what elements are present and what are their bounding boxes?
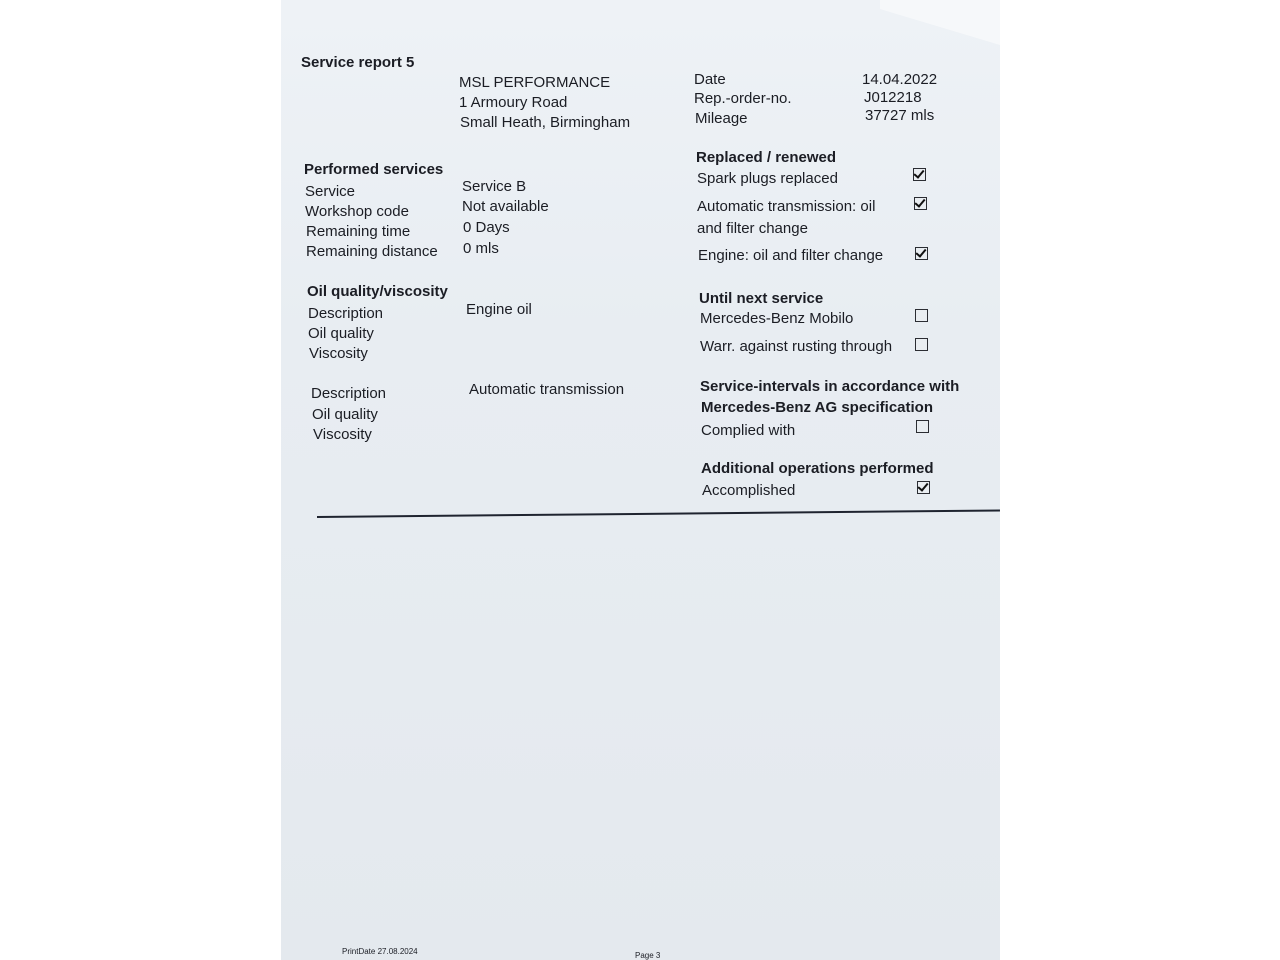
remaining-time-label: Remaining time	[306, 223, 411, 240]
engine-oil-description-label: Description	[308, 305, 384, 322]
engine-oil-description-value: Engine oil	[466, 301, 532, 318]
date-label: Date	[694, 71, 726, 88]
mobilo-checkbox	[915, 309, 928, 322]
engine-oil-quality-label: Oil quality	[308, 325, 374, 342]
transmission-description-value: Automatic transmission	[469, 381, 625, 398]
engine-oil-viscosity-label: Viscosity	[309, 345, 368, 362]
replaced-heading: Replaced / renewed	[696, 149, 837, 166]
workshop-address-line1: 1 Armoury Road	[459, 94, 568, 111]
transmission-oil-label: Automatic transmission: oil	[697, 198, 876, 215]
rust-warranty-label: Warr. against rusting through	[700, 338, 893, 355]
mileage-value: 37727 mls	[865, 107, 935, 124]
transmission-description-label: Description	[311, 385, 387, 402]
engine-oil-change-label: Engine: oil and filter change	[698, 247, 884, 264]
transmission-oil-checkbox	[914, 197, 927, 210]
remaining-distance-label: Remaining distance	[306, 243, 438, 260]
transmission-oil-label-cont: and filter change	[697, 220, 808, 237]
intervals-heading-line2: Mercedes-Benz AG specification	[701, 399, 934, 416]
report-title: Service report 5	[301, 54, 415, 71]
service-value: Service B	[462, 178, 527, 195]
engine-oil-change-checkbox	[915, 247, 928, 260]
workshop-code-label: Workshop code	[305, 203, 409, 220]
remaining-time-value: 0 Days	[463, 219, 510, 236]
service-report-sheet	[281, 0, 1000, 960]
date-value: 14.04.2022	[862, 71, 938, 88]
mileage-label: Mileage	[695, 110, 748, 127]
order-label: Rep.-order-no.	[694, 90, 792, 107]
workshop-name: MSL PERFORMANCE	[459, 74, 611, 91]
accomplished-checkbox	[917, 481, 930, 494]
complied-with-checkbox	[916, 420, 929, 433]
print-date: PrintDate 27.08.2024	[342, 947, 418, 956]
rust-warranty-checkbox	[915, 338, 928, 351]
performed-services-heading: Performed services	[304, 161, 444, 178]
spark-plugs-label: Spark plugs replaced	[697, 170, 838, 187]
page-number: Page 3	[635, 951, 661, 960]
transmission-viscosity-label: Viscosity	[313, 426, 372, 443]
transmission-quality-label: Oil quality	[312, 406, 378, 423]
intervals-heading-line1: Service-intervals in accordance with	[700, 378, 960, 395]
mobilo-label: Mercedes-Benz Mobilo	[700, 310, 854, 327]
until-next-heading: Until next service	[699, 290, 824, 307]
remaining-distance-value: 0 mls	[463, 240, 499, 257]
service-label: Service	[305, 183, 356, 200]
workshop-code-value: Not available	[462, 198, 549, 215]
accomplished-label: Accomplished	[702, 482, 796, 499]
workshop-address-line2: Small Heath, Birmingham	[460, 114, 631, 131]
oil-heading: Oil quality/viscosity	[307, 283, 448, 300]
spark-plugs-checkbox	[913, 168, 926, 181]
complied-with-label: Complied with	[701, 422, 796, 439]
order-value: J012218	[864, 89, 922, 106]
additional-heading: Additional operations performed	[701, 460, 934, 477]
